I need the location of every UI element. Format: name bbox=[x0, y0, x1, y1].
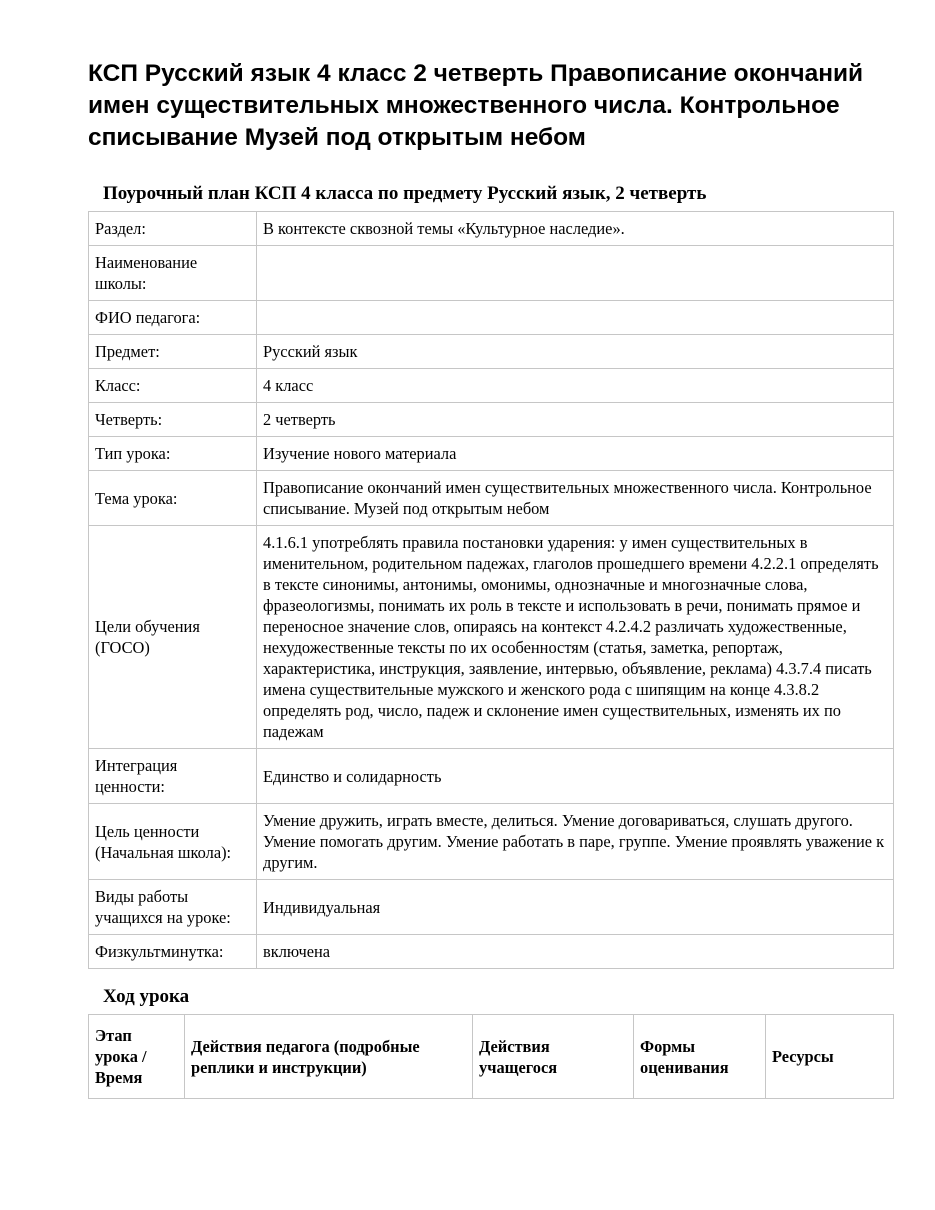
row-value-class: 4 класс bbox=[257, 369, 894, 403]
table-row bbox=[89, 880, 894, 935]
table-row bbox=[89, 804, 894, 880]
table-row bbox=[89, 403, 894, 437]
plan-table bbox=[88, 211, 894, 969]
row-value-value-integration: Единство и солидарность bbox=[257, 749, 894, 804]
column-header-resources: Ресурсы bbox=[766, 1015, 894, 1099]
column-header-stage: Этап урока / Время bbox=[89, 1015, 185, 1099]
row-label-class: Класс: bbox=[89, 369, 257, 403]
row-label-value-goal: Цель ценности (Начальная школа): bbox=[89, 804, 257, 880]
table-row bbox=[89, 301, 894, 335]
table-row bbox=[89, 935, 894, 969]
row-value-section: В контексте сквозной темы «Культурное наследие». bbox=[257, 212, 894, 246]
plan-heading: Поурочный план КСП 4 класса по предмету Русский язык, 2 четверть bbox=[103, 183, 707, 204]
table-row bbox=[89, 335, 894, 369]
row-label-lesson-topic: Тема урока: bbox=[89, 471, 257, 526]
row-value-lesson-topic: Правописание окончаний имен существительных множественного числа. Контрольное списывание. Музей под открытым небом bbox=[257, 471, 894, 526]
row-value-learning-goals: 4.1.6.1 употреблять правила постановки ударения: у имен существительных в именительном, родительном падежах, глаголов прошедшего времени 4.2.2.1 определять в тексте синонимы, антонимы, омонимы, однозначные и многозначные слова, фразеологизмы, понимать их роль в тексте и использовать в речи, понимать прямое и переносное значение слов, опираясь на контекст 4.2.4.2 различать художественные, нехудожественные тексты по их особенностям (статья, заметка, репортаж, характеристика, инструкция, заявление, интервью, объявление, реклама) 4.3.7.4 писать имена существительные мужского и женского рода с шипящим на конце 4.3.8.2 определять род, число, падеж и склонение имен существительных, изменять их по падежам bbox=[257, 526, 894, 749]
column-header-student-actions: Действия учащегося bbox=[473, 1015, 634, 1099]
row-label-learning-goals: Цели обучения (ГОСО) bbox=[89, 526, 257, 749]
document-title: КСП Русский язык 4 класс 2 четверть Правописание окончаний имен существительных множественного числа. Контрольное списывание Музей под открытым небом bbox=[88, 60, 864, 151]
table-row bbox=[89, 526, 894, 749]
row-label-subject: Предмет: bbox=[89, 335, 257, 369]
table-row bbox=[89, 246, 894, 301]
row-label-school: Наименование школы: bbox=[89, 246, 257, 301]
row-label-lesson-type: Тип урока: bbox=[89, 437, 257, 471]
row-value-school bbox=[257, 246, 894, 301]
document-page bbox=[88, 58, 893, 1099]
table-row bbox=[89, 437, 894, 471]
row-label-work-types: Виды работы учащихся на уроке: bbox=[89, 880, 257, 935]
lesson-heading: Ход урока bbox=[103, 986, 190, 1007]
row-value-lesson-type: Изучение нового материала bbox=[257, 437, 894, 471]
table-header-row bbox=[89, 1015, 894, 1099]
row-value-subject: Русский язык bbox=[257, 335, 894, 369]
row-value-teacher bbox=[257, 301, 894, 335]
column-header-teacher-actions: Действия педагога (подробные реплики и инструкции) bbox=[185, 1015, 473, 1099]
table-row bbox=[89, 369, 894, 403]
row-value-work-types: Индивидуальная bbox=[257, 880, 894, 935]
row-label-teacher: ФИО педагога: bbox=[89, 301, 257, 335]
row-label-section: Раздел: bbox=[89, 212, 257, 246]
row-value-physical-break: включена bbox=[257, 935, 894, 969]
row-value-quarter: 2 четверть bbox=[257, 403, 894, 437]
table-row bbox=[89, 471, 894, 526]
row-value-value-goal: Умение дружить, играть вместе, делиться. Умение договариваться, слушать другого. Умение помогать другим. Умение работать в паре, группе. Умение проявлять уважение к другим. bbox=[257, 804, 894, 880]
row-label-physical-break: Физкультминутка: bbox=[89, 935, 257, 969]
column-header-assessment: Формы оценивания bbox=[634, 1015, 766, 1099]
lesson-table bbox=[88, 1014, 894, 1099]
row-label-quarter: Четверть: bbox=[89, 403, 257, 437]
row-label-value-integration: Интеграция ценности: bbox=[89, 749, 257, 804]
table-row bbox=[89, 212, 894, 246]
table-row bbox=[89, 749, 894, 804]
